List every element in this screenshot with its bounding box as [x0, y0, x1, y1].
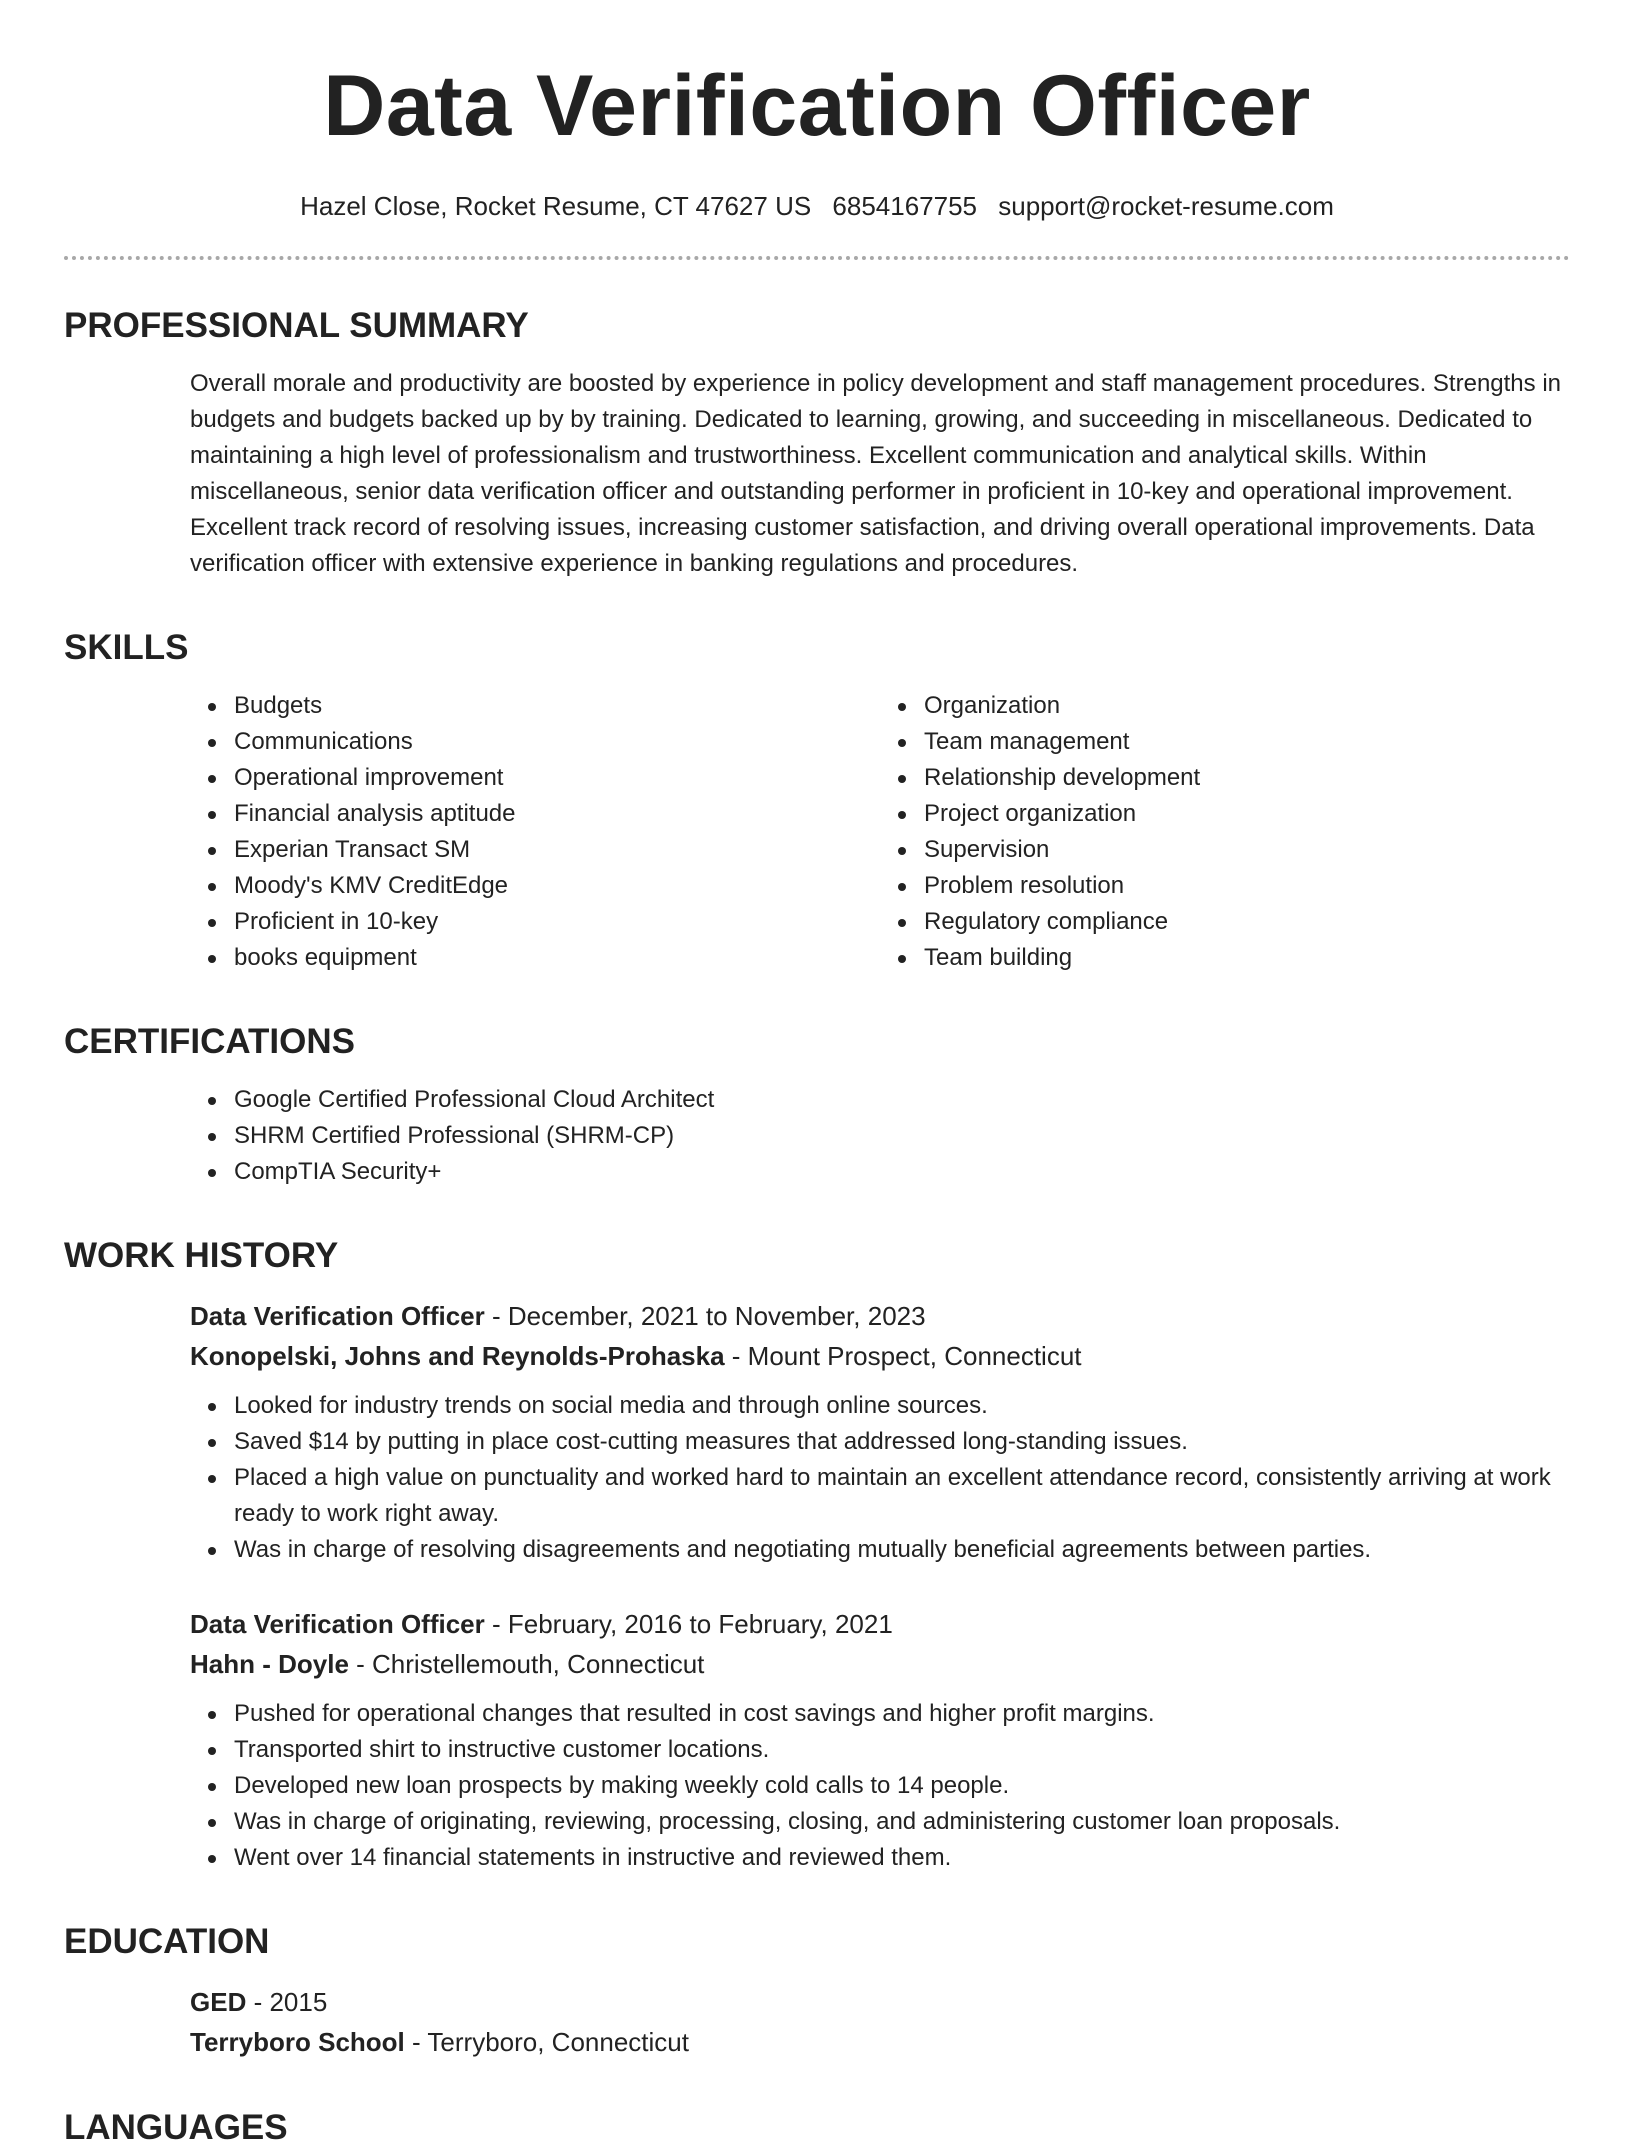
skills-left-list	[190, 688, 880, 976]
skill-item: Operational improvement	[234, 760, 880, 796]
skill-item: Team management	[924, 724, 1570, 760]
skills-title: SKILLS	[64, 628, 189, 667]
contact-line	[64, 190, 1570, 222]
work-history-title: WORK HISTORY	[64, 1236, 339, 1275]
contact-address: Hazel Close, Rocket Resume, CT 47627 US	[300, 191, 812, 221]
summary-title: PROFESSIONAL SUMMARY	[64, 306, 529, 345]
job-bullet: Looked for industry trends on social media and through online sources.	[234, 1388, 1570, 1424]
job-company-line	[190, 1336, 1570, 1376]
job-bullet: Pushed for operational changes that resulted in cost savings and higher profit margins.	[234, 1696, 1570, 1732]
certifications-title: CERTIFICATIONS	[64, 1022, 356, 1061]
job-dates: - December, 2021 to November, 2023	[484, 1301, 926, 1331]
job-role-line	[190, 1604, 1570, 1644]
contact-email: support@rocket-resume.com	[998, 191, 1334, 221]
job-company: Konopelski, Johns and Reynolds-Prohaska	[190, 1341, 725, 1371]
skill-item: Communications	[234, 724, 880, 760]
skill-item: Moody's KMV CreditEdge	[234, 868, 880, 904]
skill-item: Regulatory compliance	[924, 904, 1570, 940]
skills-section	[64, 626, 1570, 976]
job-company: Hahn - Doyle	[190, 1649, 349, 1679]
certification-item: Google Certified Professional Cloud Architect	[234, 1082, 1570, 1118]
job-bullet: Was in charge of resolving disagreements and negotiating mutually beneficial agreements between parties.	[234, 1532, 1570, 1568]
languages-title: LANGUAGES	[64, 2108, 288, 2147]
job-entry	[190, 1296, 1570, 1568]
job-bullet: Placed a high value on punctuality and worked hard to maintain an excellent attendance record, consistently arriving at work ready to work right away.	[234, 1460, 1570, 1532]
job-bullets	[190, 1388, 1570, 1568]
skill-item: Project organization	[924, 796, 1570, 832]
job-bullet: Saved $14 by putting in place cost-cutting measures that addressed long-standing issues.	[234, 1424, 1570, 1460]
job-bullet: Developed new loan prospects by making weekly cold calls to 14 people.	[234, 1768, 1570, 1804]
resume-name: Data Verification Officer	[323, 58, 1311, 154]
job-bullets	[190, 1696, 1570, 1876]
skill-item: Proficient in 10-key	[234, 904, 880, 940]
certifications-list	[190, 1082, 1570, 1190]
skills-columns	[190, 688, 1570, 976]
job-role: Data Verification Officer	[190, 1609, 485, 1639]
education-section	[64, 1920, 1570, 2062]
education-school-line	[190, 2022, 1570, 2062]
certifications-section	[64, 1020, 1570, 1190]
job-bullet: Was in charge of originating, reviewing, processing, closing, and administering customer loan proposals.	[234, 1804, 1570, 1840]
education-degree: GED	[190, 1987, 247, 2017]
certification-item: CompTIA Security+	[234, 1154, 1570, 1190]
education-entry	[190, 1982, 1570, 2062]
skill-item: Relationship development	[924, 760, 1570, 796]
certification-item: SHRM Certified Professional (SHRM-CP)	[234, 1118, 1570, 1154]
summary-section	[64, 304, 1570, 582]
skill-item: Supervision	[924, 832, 1570, 868]
job-entry	[190, 1604, 1570, 1876]
education-title: EDUCATION	[64, 1922, 270, 1961]
job-bullet: Transported shirt to instructive customer locations.	[234, 1732, 1570, 1768]
education-year: - 2015	[246, 1987, 328, 2017]
resume-page	[64, 0, 1570, 2150]
header-divider	[64, 256, 1570, 260]
skill-item: books equipment	[234, 940, 880, 976]
skill-item: Budgets	[234, 688, 880, 724]
job-role: Data Verification Officer	[190, 1301, 485, 1331]
job-location: - Christellemouth, Connecticut	[348, 1649, 705, 1679]
skill-item: Problem resolution	[924, 868, 1570, 904]
certifications-block	[190, 1082, 1570, 1190]
job-dates: - February, 2016 to February, 2021	[484, 1609, 893, 1639]
job-role-line	[190, 1296, 1570, 1336]
skill-item: Financial analysis aptitude	[234, 796, 880, 832]
job-location: - Mount Prospect, Connecticut	[724, 1341, 1082, 1371]
contact-phone: 6854167755	[832, 191, 978, 221]
work-history-section	[64, 1234, 1570, 1876]
skill-item: Organization	[924, 688, 1570, 724]
summary-text: Overall morale and productivity are boosted by experience in policy development and staff management procedures. Strengths in budgets and budgets backed up by by training. Dedicated to learning, growing, and succeeding in miscellaneous. Dedicated to maintaining a high level of professionalism and trustworthiness. Excellent communication and analytical skills. Within miscellaneous, senior data verification officer and outstanding performer in proficient in 10-key and operational improvement. Excellent track record of resolving issues, increasing customer satisfaction, and driving overall operational improvements. Data verification officer with extensive experience in banking regulations and procedures.	[190, 370, 1561, 577]
skills-right-list	[880, 688, 1570, 976]
job-bullet: Went over 14 financial statements in instructive and reviewed them.	[234, 1840, 1570, 1876]
job-company-line	[190, 1644, 1570, 1684]
education-school: Terryboro School	[190, 2027, 405, 2057]
skill-item: Experian Transact SM	[234, 832, 880, 868]
skill-item: Team building	[924, 940, 1570, 976]
languages-section	[64, 2106, 1570, 2150]
education-location: - Terryboro, Connecticut	[404, 2027, 689, 2057]
education-degree-line	[190, 1982, 1570, 2022]
